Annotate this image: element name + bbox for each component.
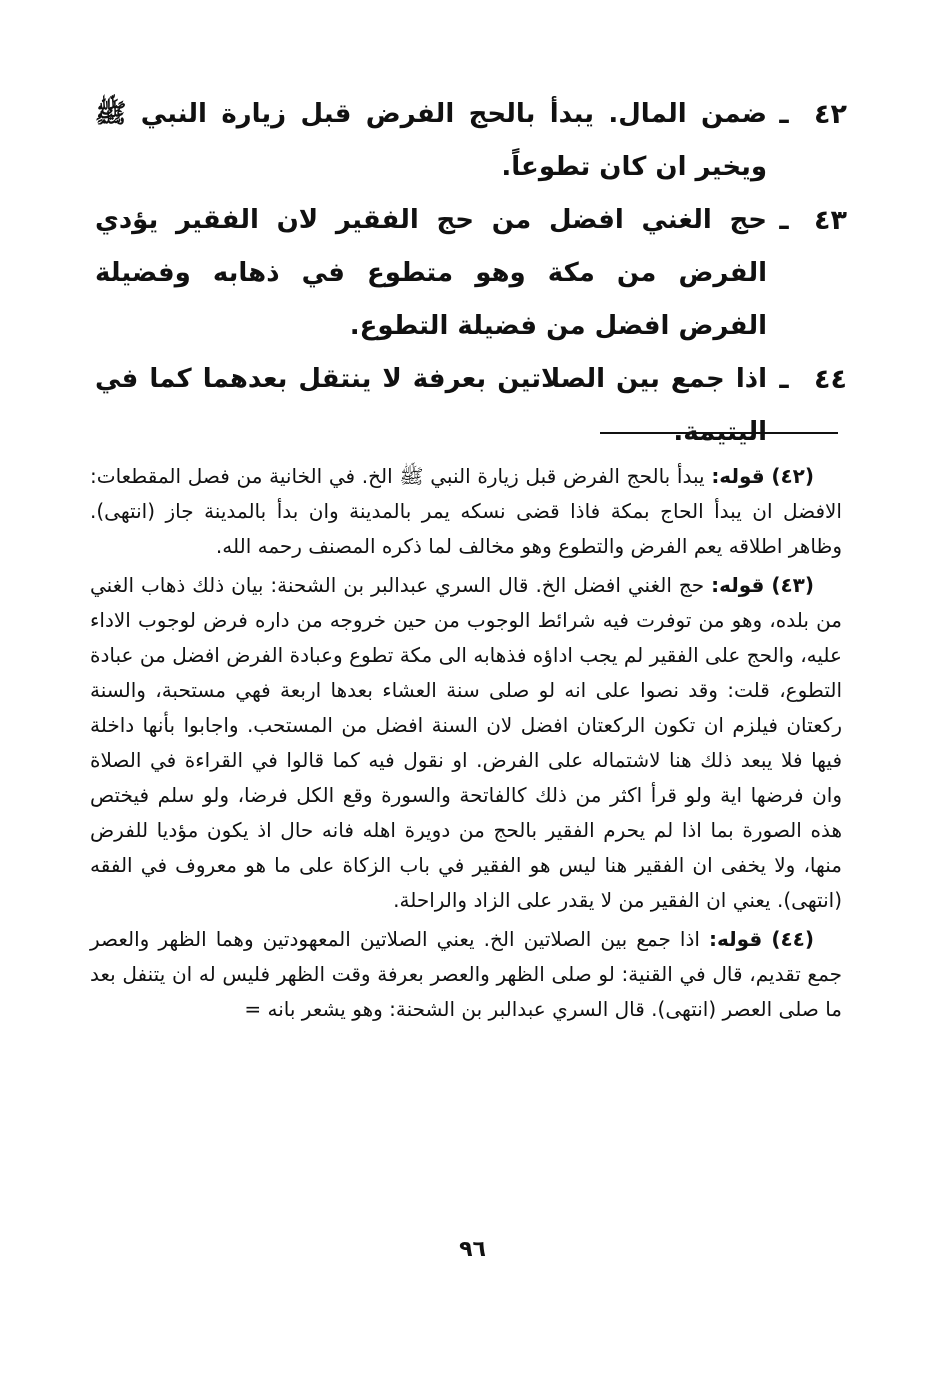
entry-dash: ـ <box>779 364 789 395</box>
footnote-ref: (٤٣) <box>771 573 815 597</box>
footnotes <box>90 459 842 1031</box>
footnote-text: اذا جمع بين الصلاتين الخ. يعني الصلاتين المعهودتين وهما الظهر والعصر جمع تقديم، قال في القنية: لو صلى الظهر والعصر بعرفة وقت الظهر فليس له ان يتنفل بعد ما صلى العصر (انتهى). قال السري عبدالبر بن الشحنة: وهو يشعر بانه = <box>90 927 842 1021</box>
entry-number: ٤٢ <box>814 99 847 130</box>
entry-text: اذا جمع بين الصلاتين بعرفة لا ينتقل بعدهما كما في اليتيمة. <box>95 364 767 447</box>
footnote-44 <box>90 922 842 1027</box>
footnote-ref: (٤٢) <box>771 464 815 488</box>
footnote-text: يبدأ بالحج الفرض قبل زيارة النبي ﷺ الخ. في الخانية من فصل المقطعات: الافضل ان يبدأ الحاج بمكة فاذا قضى نسكه يمر بالمدينة وان بدأ بالمدينة جاز (انتهى). وظاهر اطلاقه يعم الفرض والتطوع وهو مخالف لما ذكره المصنف رحمه الله. <box>90 464 842 558</box>
footnote-head: قوله: <box>711 573 765 597</box>
entry-42 <box>95 88 847 194</box>
page-number: ٩٦ <box>459 1237 486 1262</box>
entry-dash: ـ <box>779 99 789 130</box>
footnote-42 <box>90 459 842 564</box>
footnote-head: قوله: <box>711 464 765 488</box>
entry-text: حج الغني افضل من حج الفقير لان الفقير يؤدي الفرض من مكة وهو متطوع في ذهابه وفضيلة الفرض افضل من فضيلة التطوع. <box>95 205 767 341</box>
entry-number: ٤٤ <box>814 364 847 395</box>
main-text <box>95 88 847 459</box>
footnote-head: قوله: <box>708 927 763 951</box>
entry-text: ضمن المال. يبدأ بالحج الفرض قبل زيارة النبي ﷺ ويخير ان كان تطوعاً. <box>95 99 767 182</box>
entry-number: ٤٣ <box>814 205 847 236</box>
entry-43 <box>95 194 847 353</box>
entry-dash: ـ <box>779 205 789 236</box>
footnote-text: حج الغني افضل الخ. قال السري عبدالبر بن الشحنة: بيان ذلك ذهاب الغني من بلده، وهو من توفرت فيه شرائط الوجوب من حين خروجه من داره فرض لوجوب الاداء عليه، والحج على الفقير لم يجب اداؤه فذهابه الى مكة تطوع وعبادة الفرض افضل من عبادة التطوع، قلت: وقد نصوا على انه لو صلى سنة العشاء بعدها اربعة فهي مستحبة، والسنة ركعتان فيلزم ان تكون الركعتان افضل لان السنة افضل من المستحب. واجابوا بأنها داخلة فيها فلا يبعد ذلك هنا لاشتماله على الفرض. او نقول فيه كما قالوا في القراءة في الصلاة وان فرضها اية ولو قرأ اكثر من ذلك كالفاتحة والسورة وقع الكل فرضا، ولو سلم فيختص هذه الصورة بما اذا لم يحرم الفقير بالحج من دويرة اهله فانه حال اذ يكون مؤديا للفرض منها، ولا يخفى ان الفقير هنا ليس هو الفقير في باب الزكاة على ما هو معروف في الفقه (انتهى). يعني ان الفقير من لا يقدر على الزاد والراحلة. <box>90 573 842 912</box>
footnote-ref: (٤٤) <box>771 927 815 951</box>
footnote-separator <box>600 432 838 434</box>
footnote-43 <box>90 568 842 918</box>
entry-44 <box>95 353 847 459</box>
